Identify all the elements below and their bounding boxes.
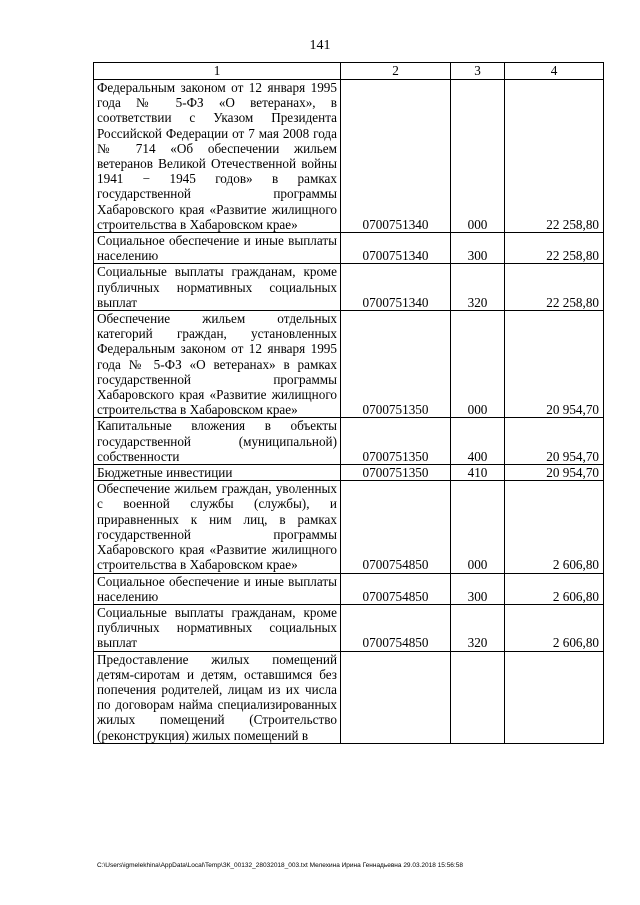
row-expense-type: 000 [451, 80, 505, 233]
row-target-code: 0700751340 [341, 233, 451, 264]
row-expense-type: 000 [451, 481, 505, 573]
row-amount: 22 258,80 [505, 264, 604, 311]
row-amount: 20 954,70 [505, 465, 604, 481]
row-description: Обеспечение жильем граждан, уволенных с военной службы (службы), и приравненных к ним лиц, в рамках государственной программы Хабаровского края «Развитие жилищного строительства в Хабаровском крае» [94, 481, 341, 573]
row-description: Социальные выплаты гражданам, кроме публичных нормативных социальных выплат [94, 264, 341, 311]
row-expense-type [451, 651, 505, 743]
row-amount: 22 258,80 [505, 233, 604, 264]
row-expense-type: 000 [451, 311, 505, 418]
row-amount: 2 606,80 [505, 481, 604, 573]
table-row [94, 604, 604, 651]
row-target-code: 0700754850 [341, 604, 451, 651]
row-target-code: 0700751350 [341, 311, 451, 418]
row-target-code [341, 651, 451, 743]
table-row [94, 573, 604, 604]
row-amount: 20 954,70 [505, 311, 604, 418]
row-description: Бюджетные инвестиции [94, 465, 341, 481]
row-expense-type: 320 [451, 604, 505, 651]
row-description: Социальные выплаты гражданам, кроме публичных нормативных социальных выплат [94, 604, 341, 651]
row-amount: 2 606,80 [505, 573, 604, 604]
row-amount: 2 606,80 [505, 604, 604, 651]
header-row [94, 63, 604, 80]
table-row [94, 311, 604, 418]
header-col-3: 3 [451, 63, 505, 80]
table-row [94, 264, 604, 311]
table-row [94, 481, 604, 573]
table-row [94, 80, 604, 233]
row-expense-type: 320 [451, 264, 505, 311]
row-expense-type: 300 [451, 233, 505, 264]
header-col-2: 2 [341, 63, 451, 80]
table-row [94, 233, 604, 264]
row-target-code: 0700754850 [341, 481, 451, 573]
table-row [94, 465, 604, 481]
row-description: Капитальные вложения в объекты государственной (муниципальной) собственности [94, 418, 341, 465]
row-target-code: 0700751340 [341, 264, 451, 311]
row-expense-type: 300 [451, 573, 505, 604]
row-amount: 22 258,80 [505, 80, 604, 233]
page-number: 141 [309, 38, 331, 53]
row-target-code: 0700751350 [341, 465, 451, 481]
row-description: Обеспечение жильем отдельных категорий граждан, установленных Федеральным законом от 12 января 1995 года № 5-ФЗ «О ветеранах» в рамках государственной программы Хабаровского края «Развитие жилищного строительства в Хабаровском крае» [94, 311, 341, 418]
row-expense-type: 400 [451, 418, 505, 465]
budget-table [93, 62, 604, 744]
row-amount [505, 651, 604, 743]
row-description: Федеральным законом от 12 января 1995 года № 5-ФЗ «О ветеранах», в соответствии с Указом Президента Российской Федерации от 7 мая 2008 года № 714 «Об обеспечении жильем ветеранов Великой Отечественной войны 1941 − 1945 годов» в рамках государственной программы Хабаровского края «Развитие жилищного строительства в Хабаровском крае» [94, 80, 341, 233]
header-col-4: 4 [505, 63, 604, 80]
row-description: Предоставление жилых помещений детям-сиротам и детям, оставшимся без попечения родителей, лицам из их числа по договорам найма специализированных жилых помещений (Строительство (реконструкция) жилых помещений в [94, 651, 341, 743]
row-expense-type: 410 [451, 465, 505, 481]
row-amount: 20 954,70 [505, 418, 604, 465]
row-target-code: 0700751340 [341, 80, 451, 233]
row-description: Социальное обеспечение и иные выплаты населению [94, 573, 341, 604]
row-target-code: 0700754850 [341, 573, 451, 604]
row-description: Социальное обеспечение и иные выплаты населению [94, 233, 341, 264]
document-footer-path: C:\Users\igmelekhina\AppData\Local\Temp\ЗК_00132_28032018_003.txt Мелехина Ирина Геннадьевна 29.03.2018 15:56:58 [97, 862, 463, 869]
header-col-1: 1 [94, 63, 341, 80]
table-row [94, 651, 604, 743]
table-row [94, 418, 604, 465]
row-target-code: 0700751350 [341, 418, 451, 465]
